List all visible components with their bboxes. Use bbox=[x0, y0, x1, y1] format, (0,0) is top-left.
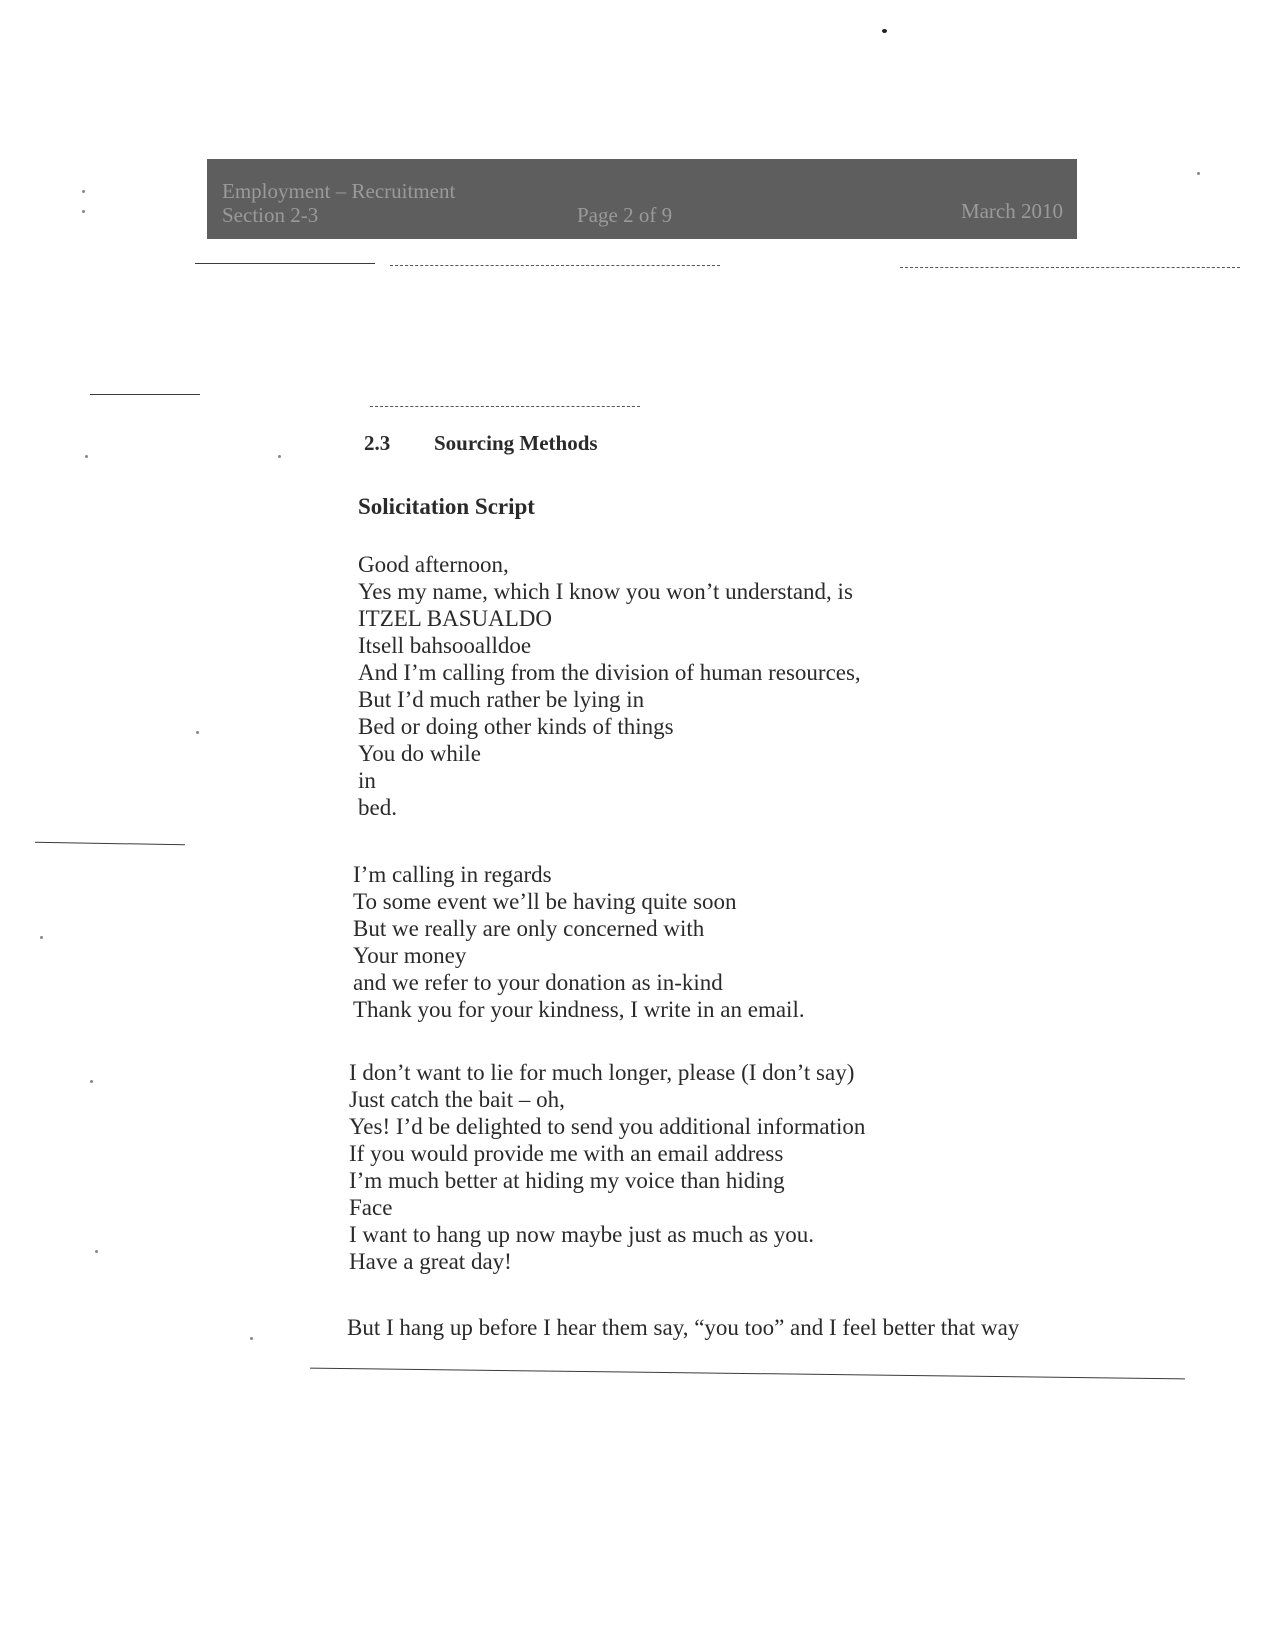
scan-speck bbox=[40, 936, 43, 939]
poem-line: You do while bbox=[358, 741, 481, 766]
header-title: Employment – Recruitment bbox=[222, 179, 456, 203]
poem-line: Have a great day! bbox=[349, 1249, 512, 1274]
poem-line: ITZEL BASUALDO bbox=[358, 606, 552, 631]
poem-line: But I’d much rather be lying in bbox=[358, 687, 645, 712]
poem-line: I want to hang up now maybe just as much as you. bbox=[349, 1222, 815, 1247]
poem-line: And I’m calling from the division of human resources, bbox=[358, 660, 861, 685]
poem-line: Yes my name, which I know you won’t understand, is bbox=[358, 579, 853, 604]
poem-line: Just catch the bait – oh, bbox=[349, 1087, 565, 1112]
margin-mark bbox=[35, 842, 185, 846]
stanza bbox=[349, 1059, 865, 1275]
scan-speck bbox=[250, 1337, 253, 1340]
poem-line: Bed or doing other kinds of things bbox=[358, 714, 674, 739]
poem-line: But we really are only concerned with bbox=[353, 916, 705, 941]
header-section: Section 2-3 bbox=[222, 203, 319, 227]
scan-speck bbox=[1197, 172, 1200, 175]
poem-line: To some event we’ll be having quite soon bbox=[353, 889, 737, 914]
scan-speck bbox=[95, 1250, 98, 1253]
header-date: March 2010 bbox=[960, 199, 1063, 223]
header-page-number: Page 2 of 9 bbox=[577, 203, 673, 227]
poem-line: I’m calling in regards bbox=[353, 862, 552, 887]
margin-mark bbox=[90, 394, 200, 395]
poem-line: Face bbox=[349, 1195, 393, 1220]
stanza bbox=[358, 551, 861, 821]
bottom-rule bbox=[310, 1368, 1185, 1380]
section-title: Sourcing Methods bbox=[434, 431, 598, 455]
section-heading bbox=[364, 431, 598, 456]
poem-line: Thank you for your kindness, I write in an email. bbox=[353, 997, 805, 1022]
scan-speck bbox=[278, 455, 281, 458]
scan-speck bbox=[90, 1080, 93, 1083]
scan-speck bbox=[85, 455, 88, 458]
document-header bbox=[207, 159, 1077, 239]
stanza bbox=[353, 861, 805, 1023]
header-underline-right bbox=[900, 267, 1240, 268]
scan-speck bbox=[196, 731, 199, 734]
scan-speck bbox=[82, 190, 85, 193]
poem-line: Yes! I’d be delighted to send you additional information bbox=[349, 1114, 866, 1139]
poem-line: If you would provide me with an email address bbox=[349, 1141, 784, 1166]
scan-speck bbox=[882, 29, 887, 33]
script-title: Solicitation Script bbox=[358, 494, 535, 519]
closing-line: But I hang up before I hear them say, “you too” and I feel better that way bbox=[347, 1315, 1020, 1340]
poem-line: Good afternoon, bbox=[358, 552, 509, 577]
scan-speck bbox=[82, 210, 85, 213]
poem-line: and we refer to your donation as in-kind bbox=[353, 970, 723, 995]
poem-line: in bbox=[358, 768, 376, 793]
section-number: 2.3 bbox=[364, 431, 391, 455]
poem-line: Your money bbox=[353, 943, 467, 968]
poem-line: I don’t want to lie for much longer, please (I don’t say) bbox=[349, 1060, 855, 1085]
top-rule bbox=[370, 406, 640, 407]
header-underline bbox=[195, 263, 375, 264]
poem-line: Itsell bahsooalldoe bbox=[358, 633, 532, 658]
poem-line: bed. bbox=[358, 795, 397, 820]
header-underline-dashed bbox=[390, 265, 720, 266]
poem-line: I’m much better at hiding my voice than hiding bbox=[349, 1168, 785, 1193]
